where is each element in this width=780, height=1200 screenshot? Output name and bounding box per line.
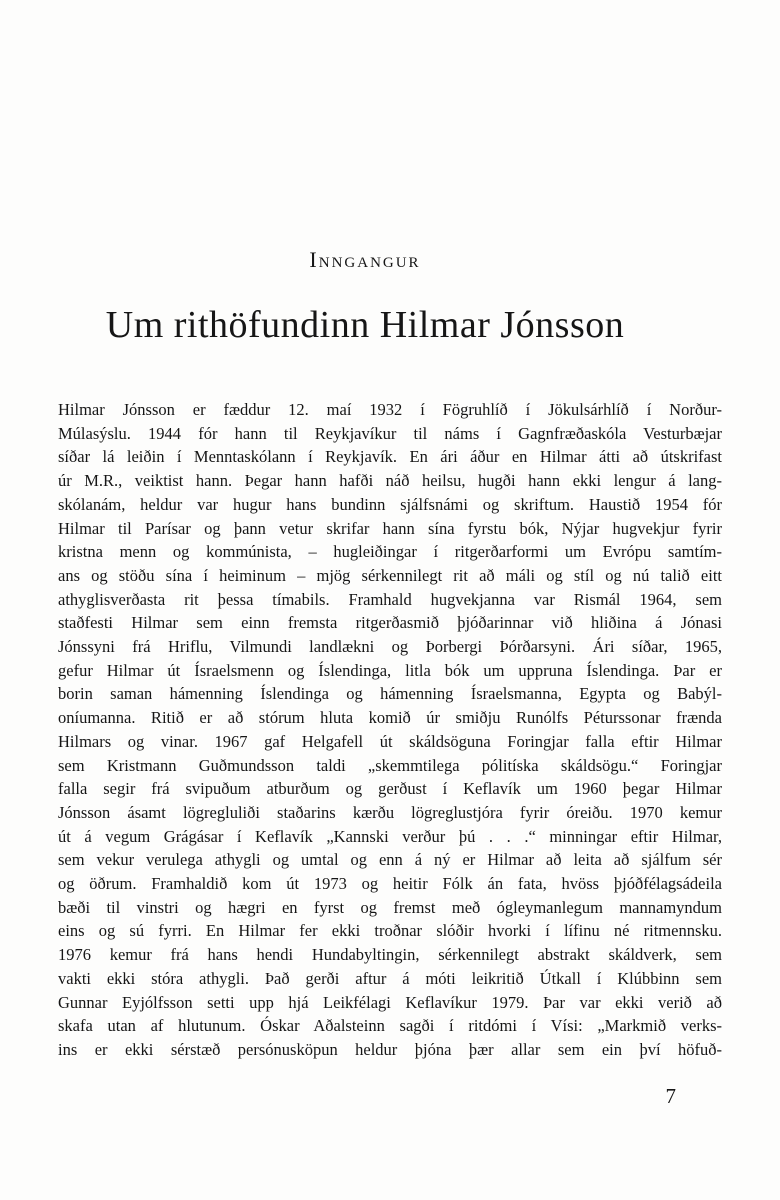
- text-line: ans og stöðu sína í heiminum – mjög sérkennilegt rit að máli og stíl og nú talið eitt: [58, 565, 722, 585]
- text-line: Jónssyni frá Hriflu, Vilmundi landlækni og Þorbergi Þórðarsyni. Ári síðar, 1965,: [58, 637, 722, 657]
- chapter-title: Um rithöfundinn Hilmar Jónsson: [105, 304, 625, 346]
- page-number: 7: [665, 1084, 676, 1108]
- body-text: [58, 398, 722, 1062]
- text-line: eins og sú fyrri. En Hilmar fer ekki troðnar slóðir hvorki í lífinu né ritmennsku.: [58, 921, 722, 941]
- text-line: skólanám, heldur var hugur hans bundinn sjálfsnámi og skriftum. Haustið 1954 fór: [58, 494, 722, 514]
- text-line: Hilmar Jónsson er fæddur 12. maí 1932 í Fögruhlíð í Jökulsárhlíð í Norður-: [58, 400, 722, 419]
- text-line: gefur Hilmar út Ísraelsmenn og Íslendinga, litla bók um uppruna Íslendinga. Þar er: [58, 660, 722, 680]
- text-line: Hilmar til Parísar og þann vetur skrifar hann sína fyrstu bók, Nýjar hugvekjur fyrir: [58, 518, 722, 538]
- text-line: sem vekur verulega athygli og umtal og enn á ný er Hilmar að leita að sjálfum sér: [58, 850, 722, 870]
- text-line: Jónsson ásamt lögregluliði staðarins kærðu lögreglustjóra fyrir óreiðu. 1970 kemur: [58, 802, 722, 822]
- text-line: ins er ekki sérstæð persónusköpun heldur þjóna þær allar sem ein því höfuð-: [58, 1039, 722, 1059]
- text-line: bæði til vinstri og hægri en fyrst og fremst með ógleymanlegum mannamyndum: [58, 897, 722, 917]
- text-line: Hilmars og vinar. 1967 gaf Helgafell út skáldsöguna Foringjar falla eftir Hilmar: [58, 731, 722, 751]
- text-line: Gunnar Eyjólfsson setti upp hjá Leikfélagi Keflavíkur 1979. Þar var ekki verið að: [58, 992, 722, 1012]
- text-line: staðfesti Hilmar sem einn fremsta ritgerðasmið þjóðarinnar við hliðina á Jónasi: [58, 613, 722, 633]
- text-line: vakti ekki stóra athygli. Það gerði aftur á móti leikritið Útkall í Klúbbinn sem: [58, 968, 722, 988]
- text-line: oníumanna. Ritið er að stórum hluta komið úr smiðju Runólfs Péturssonar frænda: [58, 708, 722, 728]
- text-line: sem Kristmann Guðmundsson taldi „skemmtilega pólitíska skáldsögu.“ Foringjar: [58, 755, 722, 775]
- text-line: skafa utan af hlutunum. Óskar Aðalsteinn sagði í ritdómi í Vísi: „Markmið verks-: [58, 1016, 722, 1036]
- text-line: athyglisverðasta rit þessa tímabils. Framhald hugvekjanna var Rismál 1964, sem: [58, 589, 722, 609]
- text-line: Múlasýslu. 1944 fór hann til Reykjavíkur til náms í Gagnfræðaskóla Vesturbæjar: [58, 423, 722, 443]
- text-line: úr M.R., veiktist hann. Þegar hann hafði náð heilsu, hugði hann ekki lengur á lang-: [58, 471, 722, 491]
- text-line: 1976 kemur frá hans hendi Hundabyltingin, sérkennilegt abstrakt skáldverk, sem: [58, 945, 722, 965]
- text-line: og öðrum. Framhaldið kom út 1973 og heitir Fólk án fata, hvöss þjóðfélagsádeila: [58, 874, 722, 894]
- text-line: borin saman hámenning Íslendinga og hámenning Ísraelsmanna, Egypta og Babýl-: [58, 684, 722, 704]
- section-kicker: Inngangur: [309, 247, 421, 272]
- text-line: síðar lá leiðin í Menntaskólann í Reykjavík. En ári áður en Hilmar átti að útskrifast: [58, 447, 722, 467]
- text-line: falla segir frá svipuðum atburðum og gerðust í Keflavík um 1960 þegar Hilmar: [58, 779, 722, 799]
- text-line: kristna menn og kommúnista, – hugleiðingar í ritgerðarformi um Evrópu samtím-: [58, 542, 722, 562]
- text-line: út á vegum Grágásar í Keflavík „Kannski verður þú . . .“ minningar eftir Hilmar,: [58, 826, 722, 846]
